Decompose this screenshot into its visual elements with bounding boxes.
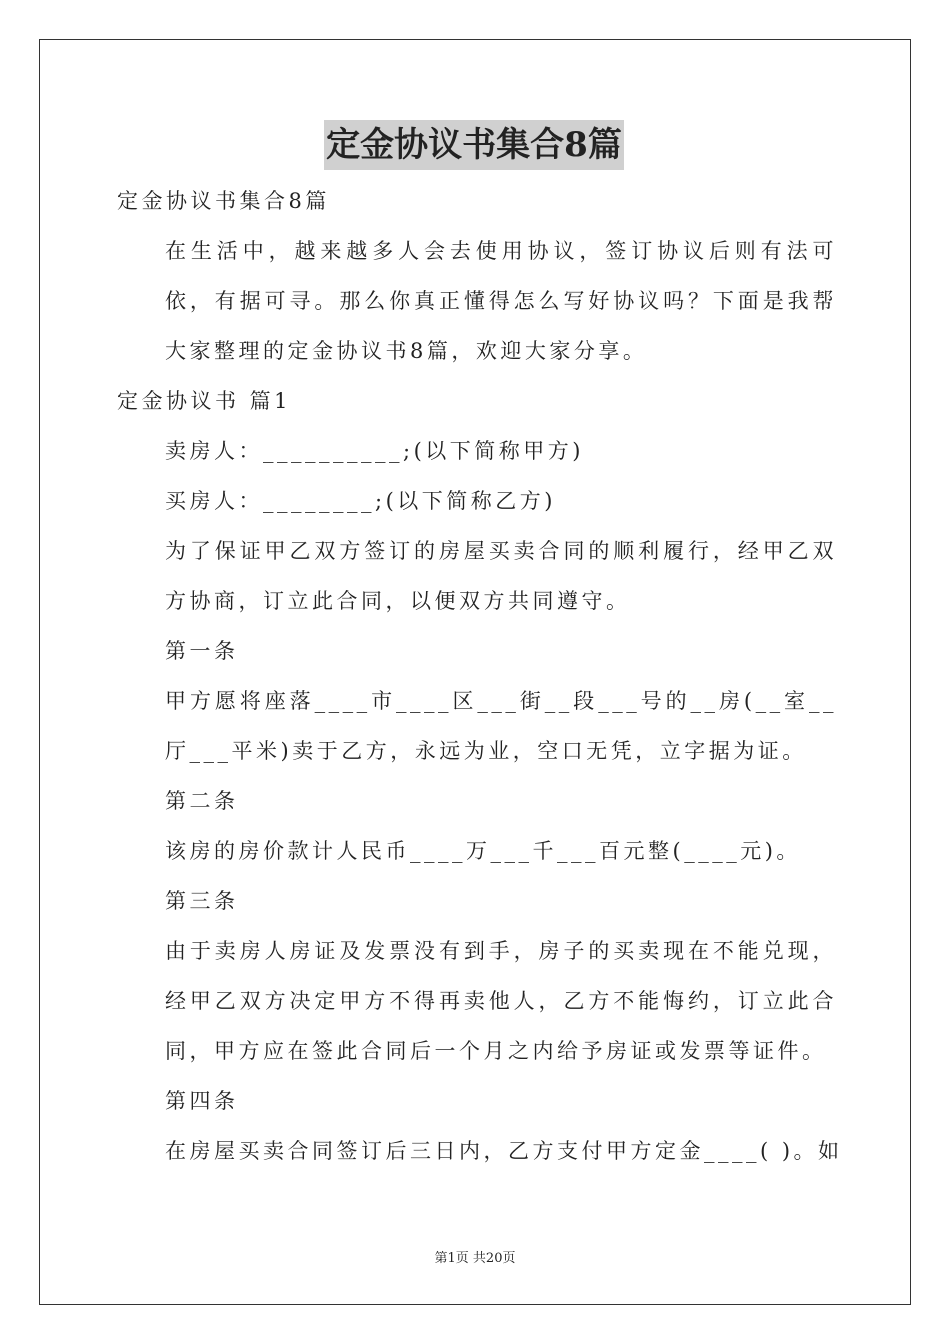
article-1-heading: 第一条 bbox=[165, 639, 239, 663]
section-heading: 定金协议书 篇1 bbox=[117, 389, 292, 413]
document-title: 定金协议书集合8篇 bbox=[324, 120, 624, 170]
article-1-text: 甲方愿将座落____市____区___街__段___号的__房(__室__厅___平米)卖于乙方，永远为业，空口无凭，立字据为证。 bbox=[165, 689, 837, 763]
subtitle: 定金协议书集合8篇 bbox=[117, 189, 330, 213]
article-3-heading: 第三条 bbox=[165, 889, 239, 913]
title-container bbox=[111, 120, 837, 176]
article-2-heading: 第二条 bbox=[165, 789, 239, 813]
article-4-heading: 第四条 bbox=[165, 1089, 239, 1113]
article-4-text: 在房屋买卖合同签订后三日内，乙方支付甲方定金____( )。如 bbox=[165, 1139, 843, 1163]
article-2-text: 该房的房价款计人民币____万___千___百元整(____元)。 bbox=[165, 839, 801, 863]
buyer-line: 买房人：________;(以下简称乙方) bbox=[165, 489, 556, 513]
intro-paragraph: 在生活中，越来越多人会去使用协议，签订协议后则有法可依，有据可寻。那么你真正懂得怎么写好协议吗？下面是我帮大家整理的定金协议书8篇，欢迎大家分享。 bbox=[165, 239, 837, 363]
purpose-paragraph: 为了保证甲乙双方签订的房屋买卖合同的顺利履行，经甲乙双方协商，订立此合同，以便双方共同遵守。 bbox=[165, 539, 837, 613]
seller-line: 卖房人：__________;(以下简称甲方) bbox=[165, 439, 584, 463]
document-body bbox=[117, 120, 843, 1176]
page-footer: 第1页 共20页 bbox=[434, 1251, 516, 1266]
article-3-text: 由于卖房人房证及发票没有到手，房子的买卖现在不能兑现，经甲乙双方决定甲方不得再卖他人，乙方不能悔约，订立此合同，甲方应在签此合同后一个月之内给予房证或发票等证件。 bbox=[165, 939, 837, 1063]
